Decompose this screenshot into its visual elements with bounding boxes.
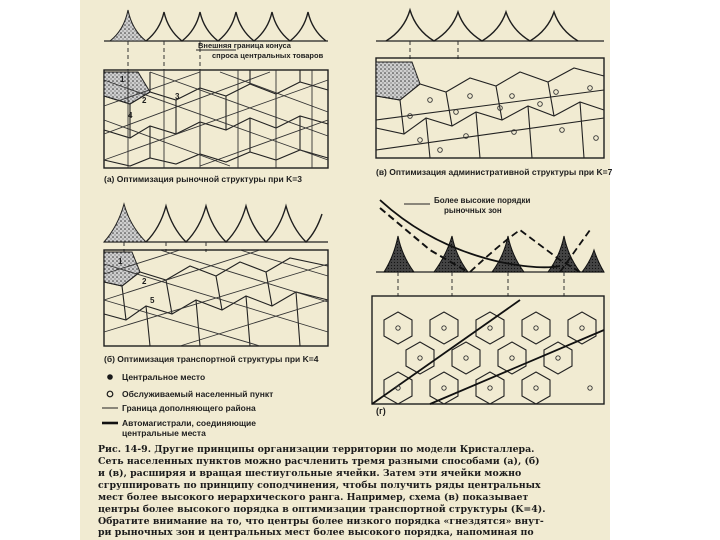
- legend-item-3: Автомагистрали, соединяющие центральные места: [122, 418, 256, 438]
- legend-item-2: Граница дополняющего района: [122, 403, 256, 413]
- svg-text:2: 2: [142, 96, 147, 105]
- panel-g-tag: (г): [376, 406, 386, 416]
- svg-text:рыночных зон: рыночных зон: [444, 206, 502, 215]
- svg-text:4: 4: [128, 111, 133, 120]
- svg-text:1: 1: [120, 75, 125, 84]
- legend-item-0: Центральное место: [122, 372, 206, 382]
- filled-dot-icon: [107, 374, 113, 380]
- panel-v-caption: (в) Оптимизация административной структуры при K=7: [376, 167, 613, 177]
- svg-text:3: 3: [175, 92, 180, 101]
- svg-text:5: 5: [150, 296, 155, 305]
- panel-a-annotation-text: Внешняя граница конуса: [198, 41, 291, 50]
- svg-text:1: 1: [118, 257, 123, 266]
- legend-item-1: Обслуживаемый населенный пункт: [122, 389, 274, 399]
- panel-g-annotation: Более высокие порядки: [434, 196, 531, 205]
- svg-text:спроса центральных товаров: спроса центральных товаров: [212, 51, 324, 60]
- panel-b-caption: (б) Оптимизация транспортной структуры при K=4: [104, 354, 319, 364]
- svg-text:Рис. 14-9. Другие принципы орг: Рис. 14-9. Другие принципы организации территории по модели Кристаллера. Сеть населенных пунктов можно расчленить тремя разными способами (а), (б) и (в), расширяя и вращая шестиугольные ячейки. Затем эти ячейки можно сгруппировать по принципу соподчинения, чтобы получить ряды центральных мест более высокого иерархического ранга. Например, схема (в) показывает центры более высокого порядка в оптимизации транспортной структуры (K=4). Обратите внимание на то, что центры более низкого порядка «гнездятся» внут- ри рыночных зон и центральных мест более высокого порядка, напоминая по: [98, 444, 546, 538]
- svg-text:2: 2: [142, 277, 147, 286]
- panel-a-caption: (а) Оптимизация рыночной структуры при K=3: [104, 174, 302, 184]
